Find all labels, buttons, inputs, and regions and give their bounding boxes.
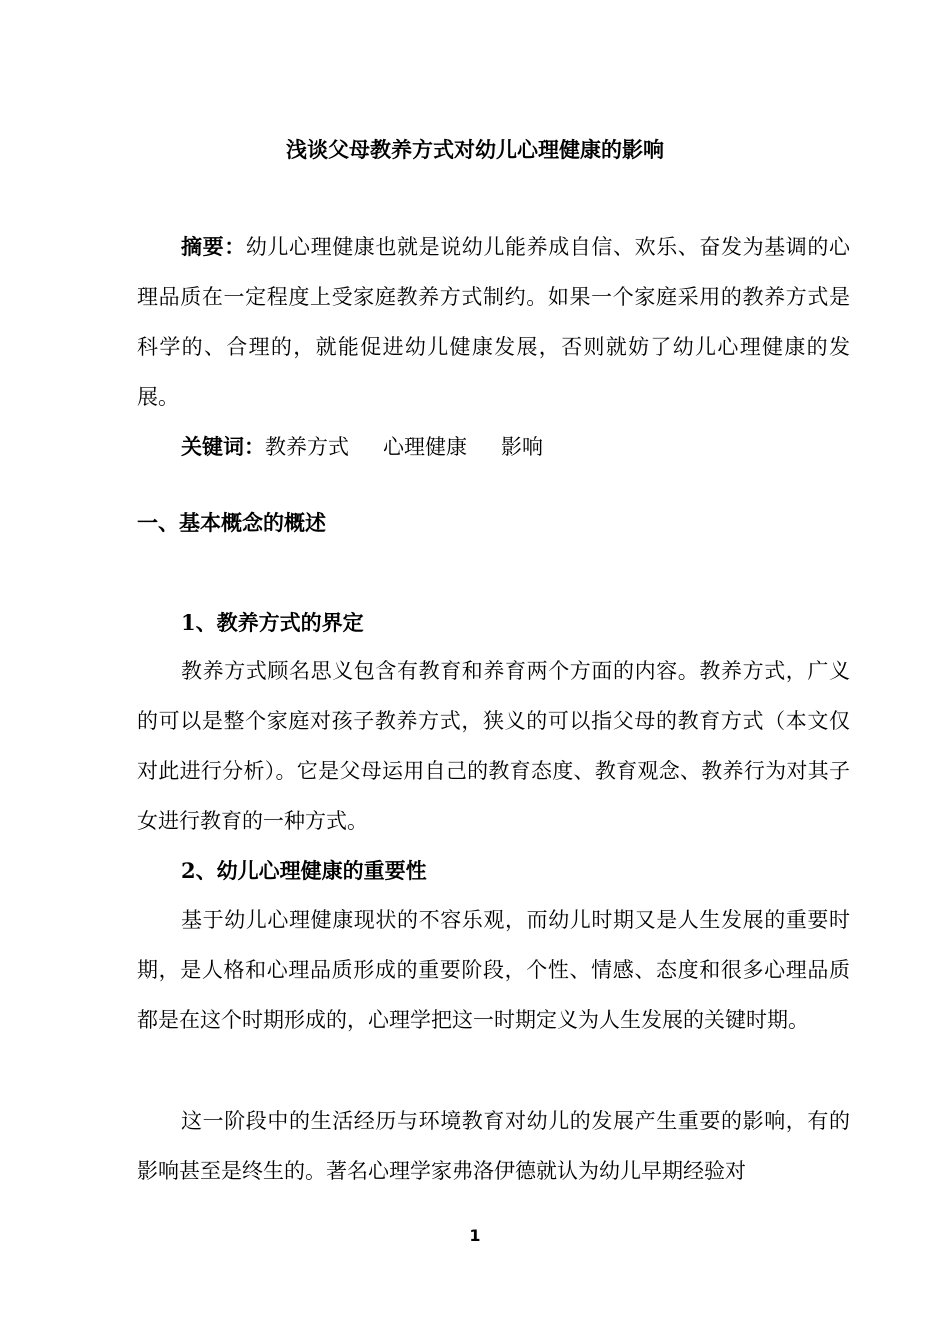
subsection-heading: 2、幼儿心理健康的重要性: [181, 858, 427, 883]
keywords-line: [137, 422, 850, 472]
page-number: 1: [469, 1226, 481, 1245]
keyword-item: 影响: [501, 435, 543, 459]
paper-title: 浅谈父母教养方式对幼儿心理健康的影响: [286, 138, 664, 162]
abstract-paragraph: [137, 222, 850, 422]
abstract-label: 摘要：: [181, 235, 246, 259]
keyword-item: 心理健康: [383, 435, 467, 459]
keyword-item: 教养方式: [265, 435, 349, 459]
body-paragraph: 教养方式顾名思义包含有教育和养育两个方面的内容。教养方式，广义的可以是整个家庭对孩子教养方式，狭义的可以指父母的教育方式（本文仅对此进行分析）。它是父母运用自己的教育态度、教育观念、教养行为对其子女进行教育的一种方式。: [137, 659, 850, 833]
abstract-text: 幼儿心理健康也就是说幼儿能养成自信、欢乐、奋发为基调的心理品质在一定程度上受家庭教养方式制约。如果一个家庭采用的教养方式是科学的、合理的，就能促进幼儿健康发展，否则就妨了幼儿心理健康的发展。: [137, 235, 851, 409]
body-paragraph: 基于幼儿心理健康现状的不容乐观，而幼儿时期又是人生发展的重要时期，是人格和心理品质形成的重要阶段，个性、情感、态度和很多心理品质都是在这个时期形成的，心理学把这一时期定义为人生发展的关键时期。: [137, 908, 850, 1032]
section-heading: 一、基本概念的概述: [137, 511, 326, 535]
body-paragraph: 这一阶段中的生活经历与环境教育对幼儿的发展产生重要的影响，有的影响甚至是终生的。著名心理学家弗洛伊德就认为幼儿早期经验对: [137, 1109, 850, 1183]
keywords-label: 关键词：: [181, 435, 265, 459]
subsection-heading: 1、教养方式的界定: [181, 610, 364, 635]
